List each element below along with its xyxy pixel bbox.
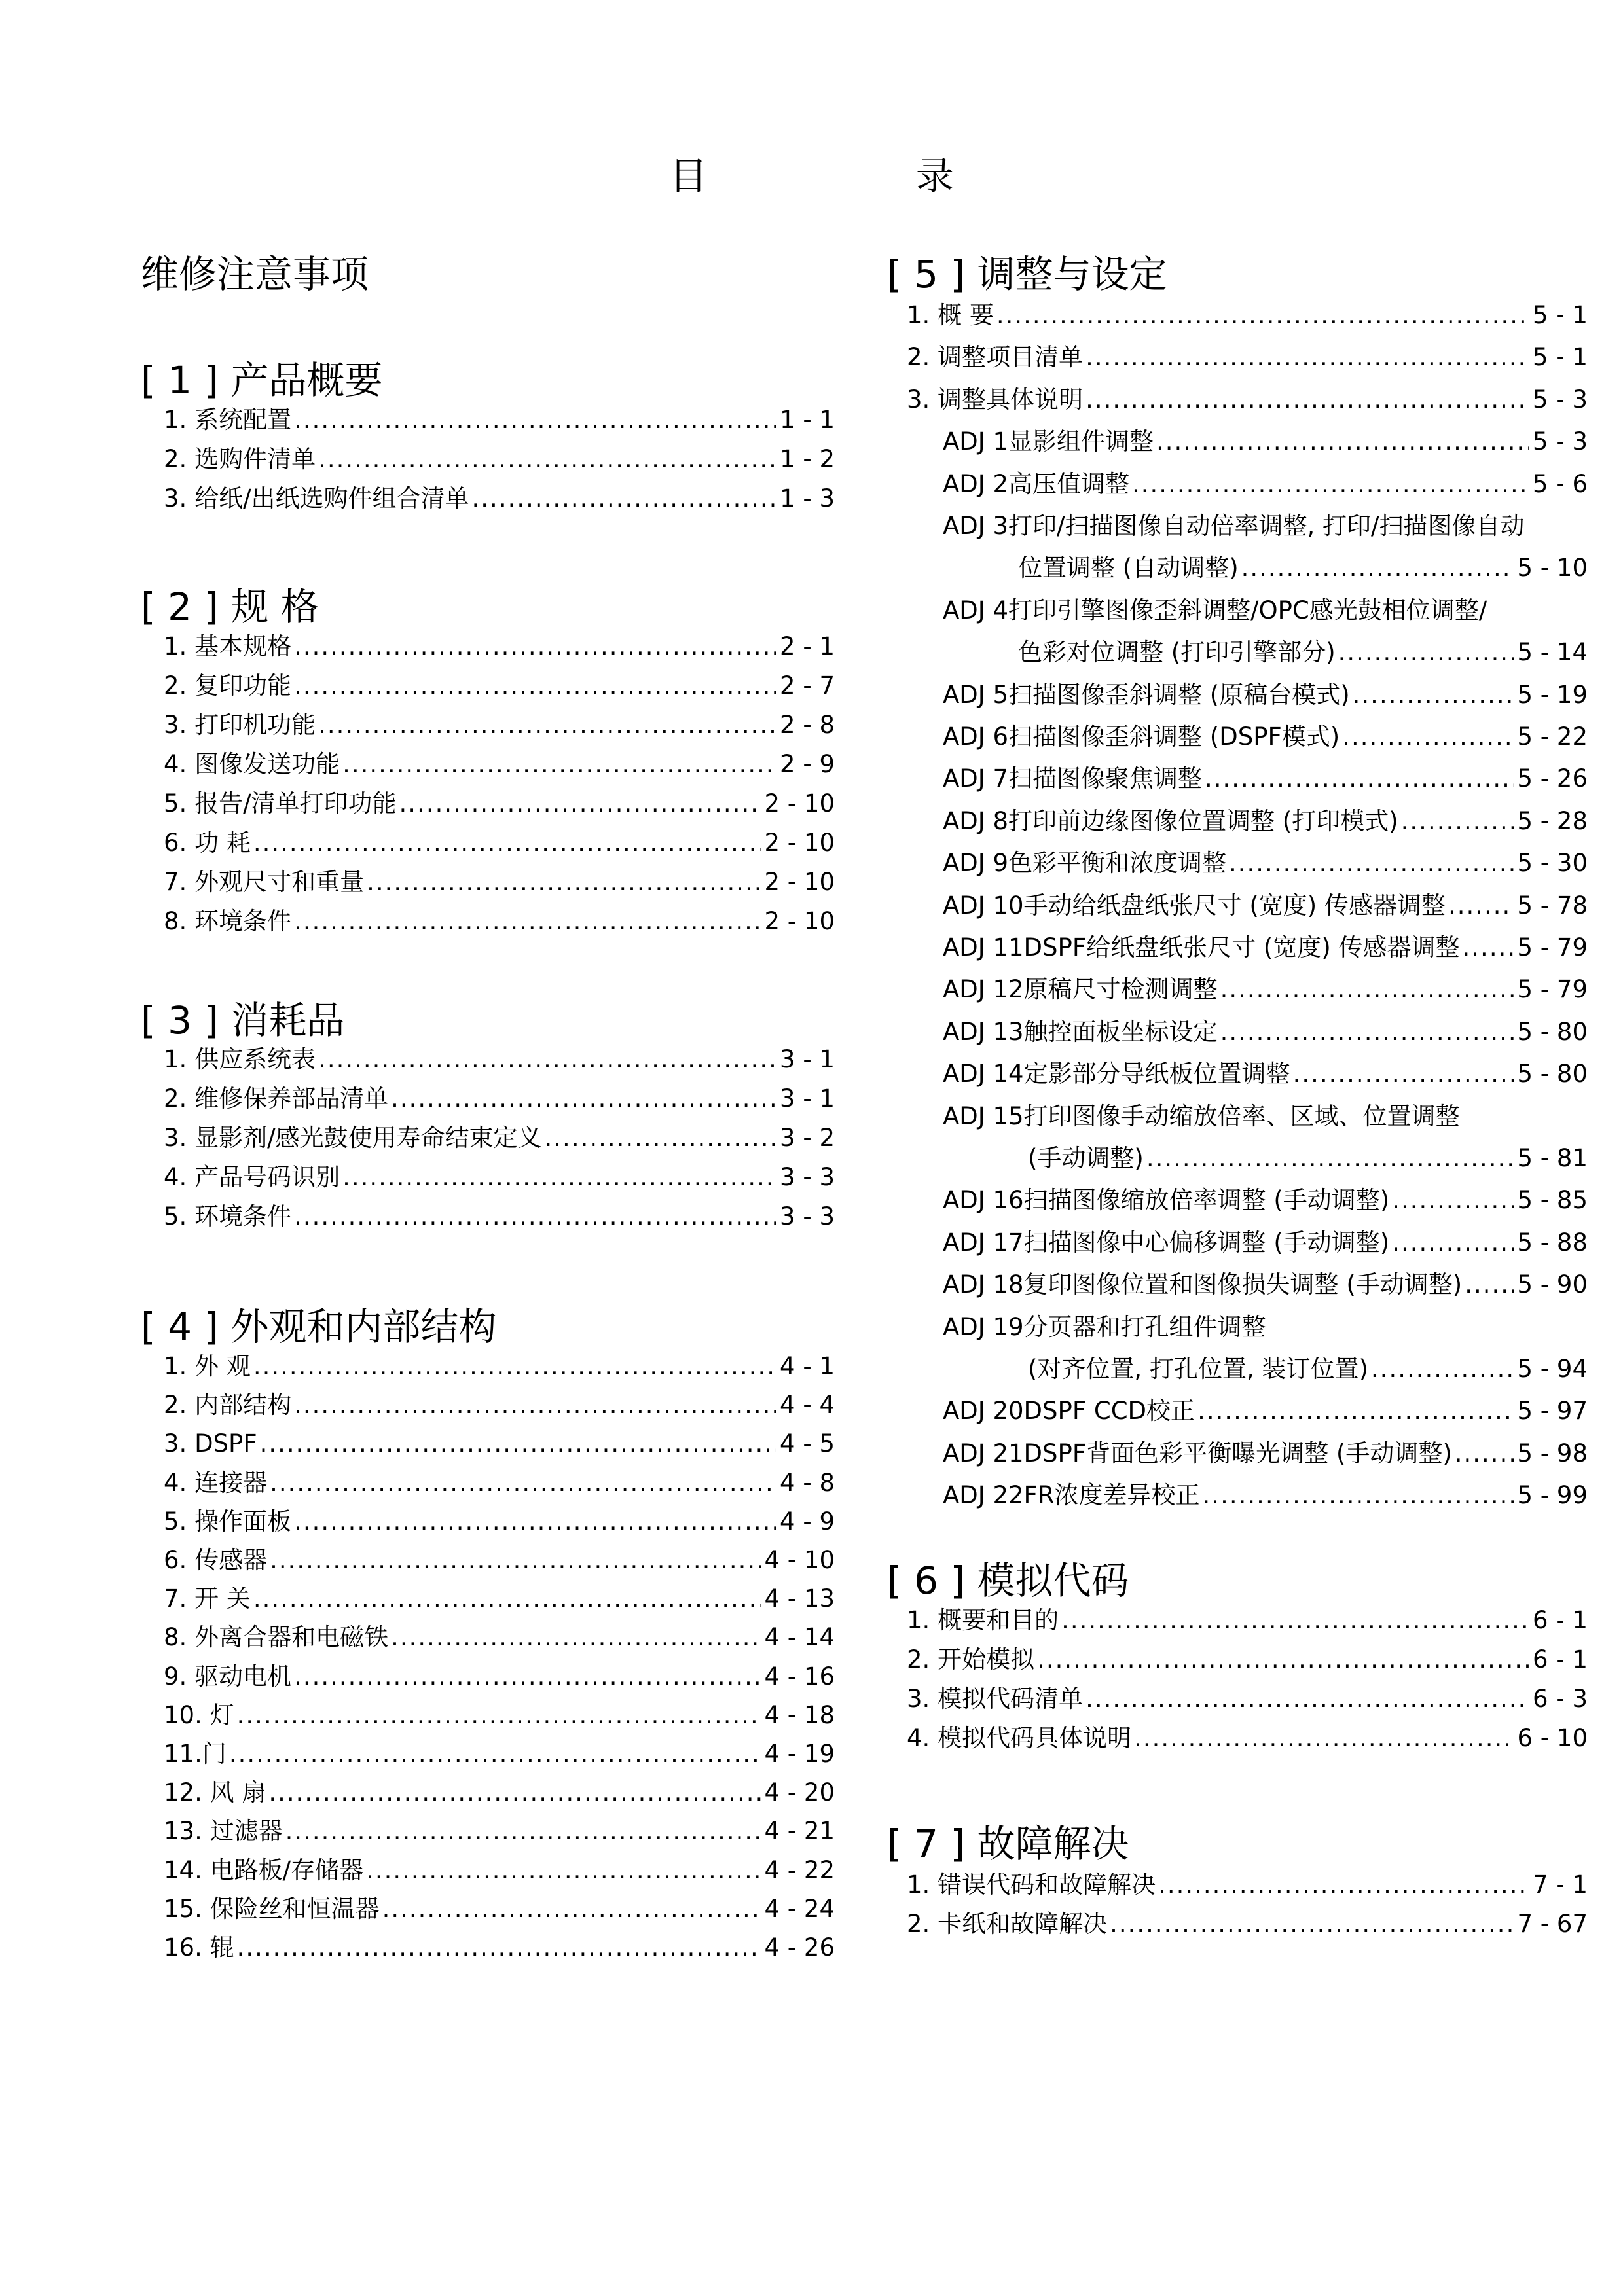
toc-entry-page: 6 - 10: [1517, 1724, 1588, 1752]
toc-entry-page: 4 - 19: [764, 1740, 835, 1768]
toc-entry-label: ADJ 11DSPF给纸盘纸张尺寸 (宽度) 传感器调整: [943, 933, 1460, 961]
toc-entry-label: 8. 环境条件: [164, 907, 292, 935]
dot-leader: [1392, 1229, 1513, 1257]
toc-entry[interactable]: [943, 1018, 1588, 1047]
toc-entry-label: 7. 外观尺寸和重量: [164, 868, 365, 896]
dot-leader: [1085, 1685, 1529, 1713]
dot-leader: [1061, 1606, 1529, 1635]
toc-entry-page: 4 - 1: [780, 1352, 835, 1380]
toc-entry-page: 5 - 78: [1517, 891, 1588, 920]
toc-entry[interactable]: [943, 1229, 1588, 1257]
toc-entry[interactable]: [164, 632, 835, 661]
toc-entry-page: 4 - 21: [764, 1817, 835, 1846]
toc-entry-label: 5. 操作面板: [164, 1507, 292, 1535]
toc-entry-page: 5 - 94: [1517, 1355, 1588, 1383]
toc-entry[interactable]: [164, 711, 835, 740]
toc-entry[interactable]: [943, 1060, 1588, 1088]
toc-entry-page: 5 - 98: [1517, 1439, 1588, 1467]
dot-leader: [1392, 1186, 1513, 1215]
toc-entry-label: 4. 连接器: [164, 1468, 268, 1497]
toc-entry-label: ADJ 10手动给纸盘纸张尺寸 (宽度) 传感器调整: [943, 891, 1446, 920]
toc-entry-label: 1. 概 要: [907, 301, 994, 329]
toc-entry[interactable]: [907, 1685, 1588, 1713]
dot-leader: [270, 1469, 776, 1498]
toc-entry[interactable]: [907, 1645, 1588, 1674]
toc-entry-page: 4 - 9: [780, 1507, 835, 1535]
toc-entry-label: 4. 模拟代码具体说明: [907, 1724, 1132, 1752]
toc-entry[interactable]: [943, 807, 1588, 836]
toc-entry-page: 5 - 30: [1517, 849, 1588, 878]
toc-entry-label: 2. 内部结构: [164, 1391, 292, 1420]
dot-leader: [260, 1429, 776, 1458]
toc-entry[interactable]: [164, 750, 835, 779]
toc-entry[interactable]: [943, 1439, 1588, 1468]
toc-entry-label: 2. 调整项目清单: [907, 343, 1084, 372]
toc-entry[interactable]: [943, 427, 1588, 456]
toc-entry-label: 3. 模拟代码清单: [907, 1685, 1084, 1713]
toc-entry-label: 1. 错误代码和故障解决: [907, 1871, 1156, 1899]
toc-entry-page: 6 - 3: [1533, 1685, 1588, 1713]
dot-leader: [1455, 1439, 1514, 1468]
toc-entry[interactable]: [164, 868, 835, 897]
toc-entry[interactable]: [164, 1701, 835, 1730]
dot-leader: [366, 1856, 760, 1885]
toc-entry-label: 14. 电路板/存储器: [164, 1856, 364, 1884]
toc-entry-page: 6 - 1: [1533, 1606, 1588, 1634]
dot-leader: [399, 789, 761, 818]
toc-entry[interactable]: [164, 1740, 835, 1768]
dot-leader: [1156, 427, 1529, 456]
toc-entry-page: 5 - 6: [1533, 469, 1588, 498]
toc-entry-label: ADJ 4打印引擎图像歪斜调整/OPC感光鼓相位调整/: [943, 596, 1487, 624]
dot-leader: [253, 1352, 776, 1381]
toc-entry[interactable]: [943, 470, 1588, 499]
toc-entry-label: ADJ 18复印图像位置和图像损失调整 (手动调整): [943, 1270, 1463, 1299]
toc-entry-label: 2. 维修保养部品清单: [164, 1085, 389, 1113]
dot-leader: [237, 1933, 761, 1962]
toc-entry-page: 4 - 5: [780, 1429, 835, 1458]
toc-entry-label: 5. 环境条件: [164, 1202, 292, 1230]
toc-entry-label: 3. DSPF: [164, 1429, 257, 1458]
toc-entry-page: 3 - 2: [780, 1124, 835, 1152]
toc-entry-label: ADJ 12原稿尺寸检测调整: [943, 975, 1218, 1004]
toc-entry-page: 4 - 24: [764, 1894, 835, 1923]
dot-leader: [1220, 1018, 1514, 1047]
dot-leader: [1353, 681, 1514, 709]
toc-entry[interactable]: [943, 933, 1588, 962]
toc-entry-label: ADJ 8打印前边缘图像位置调整 (打印模式): [943, 806, 1398, 835]
toc-entry-page: 4 - 16: [764, 1662, 835, 1691]
toc-entry[interactable]: [164, 484, 835, 513]
dot-leader: [1037, 1645, 1529, 1674]
toc-entry-label: 2. 卡纸和故障解决: [907, 1910, 1108, 1938]
toc-entry-page: 2 - 1: [780, 632, 835, 660]
toc-entry-page: 2 - 9: [780, 750, 835, 778]
toc-entry[interactable]: [907, 1910, 1588, 1939]
toc-entry-page: 5 - 79: [1517, 933, 1588, 961]
dot-leader: [268, 1778, 760, 1807]
toc-entry-page: 4 - 8: [780, 1468, 835, 1497]
toc-entry-page: 4 - 18: [764, 1700, 835, 1729]
dot-leader: [1220, 975, 1514, 1004]
dot-leader: [1132, 470, 1529, 499]
toc-entry-label: 3. 打印机功能: [164, 711, 316, 739]
dot-leader: [1293, 1060, 1514, 1088]
toc-entry-page: 2 - 10: [764, 789, 835, 817]
section-heading-6: [ 6 ] 模拟代码: [887, 1558, 1129, 1603]
dot-leader: [237, 1701, 761, 1730]
dot-leader: [1229, 849, 1513, 878]
dot-leader: [294, 1507, 776, 1536]
toc-entry-label: 13. 过滤器: [164, 1817, 283, 1846]
toc-entry-label: ADJ 21DSPF背面色彩平衡曝光调整 (手动调整): [943, 1439, 1452, 1467]
toc-entry[interactable]: [164, 672, 835, 700]
dot-leader: [318, 445, 776, 474]
toc-entry[interactable]: [164, 1352, 835, 1381]
toc-entry[interactable]: [164, 1507, 835, 1536]
page-title: 目 录: [669, 154, 1052, 198]
dot-leader: [253, 1585, 761, 1613]
toc-entry[interactable]: [1018, 638, 1588, 667]
toc-entry-label: 11.门: [164, 1740, 227, 1768]
toc-entry-page: 5 - 79: [1517, 975, 1588, 1004]
dot-leader: [318, 711, 776, 740]
toc-entry-page: 5 - 99: [1517, 1481, 1588, 1510]
dot-leader: [294, 632, 776, 661]
toc-entry[interactable]: [943, 764, 1588, 793]
toc-entry[interactable]: [943, 596, 1487, 625]
toc-entry-page: 2 - 8: [780, 711, 835, 739]
dot-leader: [294, 907, 760, 936]
toc-entry-label: 1. 供应系统表: [164, 1045, 316, 1073]
dot-leader: [472, 484, 776, 513]
dot-leader: [545, 1124, 776, 1153]
toc-entry-label: 5. 报告/清单打印功能: [164, 789, 397, 817]
toc-entry-page: 4 - 4: [780, 1391, 835, 1420]
toc-entry-label: (手动调整): [1028, 1144, 1144, 1172]
toc-entry[interactable]: [164, 1202, 835, 1231]
toc-entry-label: 3. 给纸/出纸选购件组合清单: [164, 484, 469, 512]
toc-entry-page: 7 - 67: [1517, 1910, 1588, 1938]
dot-leader: [1448, 891, 1514, 920]
toc-entry-page: 2 - 7: [780, 672, 835, 700]
toc-entry-label: ADJ 9色彩平衡和浓度调整: [943, 849, 1227, 878]
toc-entry-page: 5 - 28: [1517, 806, 1588, 835]
toc-entry-page: 4 - 20: [764, 1778, 835, 1807]
toc-entry-page: 3 - 3: [780, 1202, 835, 1230]
toc-entry[interactable]: [907, 343, 1588, 372]
dot-leader: [342, 750, 776, 779]
toc-entry[interactable]: [164, 907, 835, 936]
toc-entry-label: 1. 系统配置: [164, 406, 292, 434]
toc-entry[interactable]: [943, 1270, 1588, 1299]
toc-entry[interactable]: [164, 1124, 835, 1153]
toc-entry-label: 6. 传感器: [164, 1546, 268, 1574]
dot-leader: [1463, 933, 1514, 962]
toc-entry[interactable]: [164, 445, 835, 474]
toc-entry[interactable]: [164, 1085, 835, 1113]
toc-entry[interactable]: [164, 1585, 835, 1613]
toc-entry-page: 1 - 1: [780, 406, 835, 434]
dot-leader: [391, 1085, 776, 1113]
dot-leader: [285, 1817, 761, 1846]
toc-entry-label: 7. 开 关: [164, 1585, 251, 1613]
dot-leader: [342, 1163, 776, 1192]
toc-entry[interactable]: [907, 1724, 1588, 1753]
dot-leader: [1085, 343, 1529, 372]
toc-entry-label: 16. 辊: [164, 1933, 234, 1962]
dot-leader: [1203, 1481, 1514, 1510]
toc-entry-page: 5 - 81: [1517, 1144, 1588, 1172]
toc-entry[interactable]: [943, 512, 1524, 541]
dot-leader: [294, 672, 776, 700]
toc-entry-label: ADJ 17扫描图像中心偏移调整 (手动调整): [943, 1228, 1390, 1257]
toc-entry-label: 4. 图像发送功能: [164, 750, 340, 778]
section-heading-1: [ 1 ] 产品概要: [141, 358, 383, 403]
toc-entry-label: ADJ 16扫描图像缩放倍率调整 (手动调整): [943, 1186, 1390, 1215]
toc-entry[interactable]: [907, 386, 1588, 414]
toc-entry-label: 12. 风 扇: [164, 1778, 266, 1807]
toc-entry[interactable]: [164, 1546, 835, 1575]
toc-entry-page: 6 - 1: [1533, 1645, 1588, 1674]
toc-entry-label: 9. 驱动电机: [164, 1662, 292, 1691]
dot-leader: [253, 829, 761, 857]
toc-entry-page: 5 - 85: [1517, 1186, 1588, 1215]
toc-entry[interactable]: [164, 1933, 835, 1962]
toc-entry[interactable]: [1028, 1144, 1588, 1173]
dot-leader: [294, 406, 776, 435]
dot-leader: [1241, 554, 1514, 583]
toc-entry-label: ADJ 6扫描图像歪斜调整 (DSPF模式): [943, 723, 1340, 751]
toc-entry-page: 3 - 1: [780, 1085, 835, 1113]
toc-entry[interactable]: [943, 975, 1588, 1004]
dot-leader: [1110, 1910, 1513, 1939]
toc-entry[interactable]: [943, 681, 1588, 709]
toc-entry[interactable]: [164, 1662, 835, 1691]
toc-entry[interactable]: [943, 723, 1588, 751]
toc-entry[interactable]: [164, 1856, 835, 1885]
toc-entry-label: 1. 基本规格: [164, 632, 292, 660]
toc-entry-page: 3 - 1: [780, 1045, 835, 1073]
toc-entry-label: ADJ 7扫描图像聚焦调整: [943, 764, 1203, 793]
toc-entry-page: 2 - 10: [764, 907, 835, 935]
toc-entry-page: 5 - 90: [1517, 1270, 1588, 1299]
toc-entry-label: ADJ 20DSPF CCD校正: [943, 1397, 1195, 1426]
toc-entry[interactable]: [164, 1163, 835, 1192]
toc-entry-label: 3. 调整具体说明: [907, 385, 1084, 414]
dot-leader: [1197, 1397, 1513, 1426]
toc-entry[interactable]: [943, 1397, 1588, 1426]
toc-entry[interactable]: [943, 1481, 1588, 1510]
toc-entry-page: 5 - 80: [1517, 1017, 1588, 1046]
dot-leader: [1146, 1144, 1514, 1173]
toc-entry[interactable]: [943, 891, 1588, 920]
toc-entry-page: 5 - 1: [1533, 301, 1588, 329]
dot-leader: [367, 868, 760, 897]
toc-entry-page: 1 - 3: [780, 484, 835, 512]
toc-entry-label: 1. 概要和目的: [907, 1606, 1059, 1634]
dot-leader: [1338, 638, 1514, 667]
toc-entry[interactable]: [164, 1045, 835, 1074]
toc-entry-label: 6. 功 耗: [164, 829, 251, 857]
toc-entry-page: 5 - 22: [1517, 723, 1588, 751]
toc-entry[interactable]: [164, 789, 835, 818]
toc-entry[interactable]: [164, 1817, 835, 1846]
toc-entry-page: 5 - 80: [1517, 1060, 1588, 1088]
dot-leader: [318, 1045, 776, 1074]
toc-entry-page: 2 - 10: [764, 868, 835, 896]
dot-leader: [294, 1391, 776, 1420]
toc-entry[interactable]: [164, 1469, 835, 1498]
dot-leader: [1342, 723, 1513, 751]
toc-entry-label: (对齐位置, 打孔位置, 装订位置): [1028, 1355, 1368, 1383]
dot-leader: [294, 1202, 776, 1231]
toc-entry-page: 7 - 1: [1533, 1871, 1588, 1899]
toc-entry-page: 1 - 2: [780, 445, 835, 473]
toc-entry-page: 4 - 14: [764, 1623, 835, 1652]
toc-entry-page: 2 - 10: [764, 829, 835, 857]
toc-entry-label: 3. 显影剂/感光鼓使用寿命结束定义: [164, 1124, 542, 1152]
dot-leader: [1401, 807, 1514, 836]
dot-leader: [1371, 1355, 1514, 1384]
toc-entry-page: 5 - 3: [1533, 427, 1588, 456]
toc-entry-label: 2. 选购件清单: [164, 445, 316, 473]
toc-entry[interactable]: [907, 1606, 1588, 1635]
dot-leader: [270, 1546, 760, 1575]
toc-entry[interactable]: [907, 1871, 1588, 1899]
toc-entry[interactable]: [943, 849, 1588, 878]
toc-entry-page: 4 - 13: [764, 1585, 835, 1613]
toc-entry[interactable]: [943, 1313, 1266, 1342]
toc-entry-page: 4 - 22: [764, 1856, 835, 1884]
toc-entry-label: 1. 外 观: [164, 1352, 251, 1380]
dot-leader: [1465, 1270, 1513, 1299]
toc-entry-label: 10. 灯: [164, 1700, 234, 1729]
toc-entry-label: ADJ 19分页器和打孔组件调整: [943, 1312, 1266, 1341]
section-heading-4: [ 4 ] 外观和内部结构: [141, 1304, 497, 1349]
dot-leader: [391, 1623, 760, 1652]
toc-entry-page: 5 - 19: [1517, 680, 1588, 709]
toc-entry-label: ADJ 3打印/扫描图像自动倍率调整, 打印/扫描图像自动: [943, 512, 1525, 540]
toc-entry-label: 位置调整 (自动调整): [1018, 554, 1239, 583]
toc-entry-page: 5 - 1: [1533, 343, 1588, 372]
toc-entry[interactable]: [164, 829, 835, 857]
section-heading-3: [ 3 ] 消耗品: [141, 998, 345, 1043]
toc-entry-label: 2. 复印功能: [164, 672, 292, 700]
dot-leader: [1205, 764, 1513, 793]
dot-leader: [382, 1895, 761, 1924]
toc-entry[interactable]: [907, 301, 1588, 330]
toc-entry-label: ADJ 14定影部分导纸板位置调整: [943, 1060, 1290, 1088]
toc-entry-page: 5 - 97: [1517, 1397, 1588, 1426]
toc-entry-page: 5 - 14: [1517, 638, 1588, 667]
dot-leader: [1085, 386, 1529, 414]
toc-entry[interactable]: [164, 1623, 835, 1652]
toc-entry[interactable]: [1028, 1355, 1588, 1384]
section-heading-notes: 维修注意事项: [141, 252, 369, 296]
toc-entry-page: 5 - 10: [1517, 554, 1588, 583]
toc-entry-label: 色彩对位调整 (打印引擎部分): [1018, 638, 1336, 667]
toc-entry[interactable]: [943, 1102, 1460, 1131]
toc-entry-label: ADJ 1显影组件调整: [943, 427, 1154, 456]
dot-leader: [229, 1740, 761, 1768]
toc-entry-label: ADJ 2高压值调整: [943, 469, 1130, 498]
toc-entry[interactable]: [1018, 554, 1588, 583]
toc-entry-page: 5 - 26: [1517, 764, 1588, 793]
toc-entry[interactable]: [943, 1186, 1588, 1215]
section-heading-7: [ 7 ] 故障解决: [887, 1821, 1129, 1866]
toc-entry-page: 4 - 10: [764, 1546, 835, 1574]
toc-entry-label: 8. 外离合器和电磁铁: [164, 1623, 389, 1652]
toc-entry-label: 2. 开始模拟: [907, 1645, 1035, 1674]
toc-entry-label: 15. 保险丝和恒温器: [164, 1894, 380, 1923]
toc-entry[interactable]: [164, 1778, 835, 1807]
toc-entry-page: 5 - 88: [1517, 1228, 1588, 1257]
toc-entry[interactable]: [164, 1391, 835, 1420]
toc-entry-label: ADJ 13触控面板坐标设定: [943, 1017, 1218, 1046]
toc-entry-label: ADJ 22FR浓度差异校正: [943, 1481, 1200, 1510]
toc-entry-page: 3 - 3: [780, 1163, 835, 1191]
toc-entry-label: ADJ 15打印图像手动缩放倍率、区域、位置调整: [943, 1102, 1460, 1130]
toc-entry-page: 4 - 26: [764, 1933, 835, 1962]
dot-leader: [294, 1662, 760, 1691]
toc-entry[interactable]: [164, 406, 835, 435]
section-heading-5: [ 5 ] 调整与设定: [887, 252, 1167, 296]
dot-leader: [996, 301, 1529, 330]
toc-entry[interactable]: [164, 1895, 835, 1924]
dot-leader: [1158, 1871, 1529, 1899]
toc-entry-label: 4. 产品号码识别: [164, 1163, 340, 1191]
toc-entry[interactable]: [164, 1429, 835, 1458]
toc-entry-label: ADJ 5扫描图像歪斜调整 (原稿台模式): [943, 680, 1350, 709]
toc-entry-page: 5 - 3: [1533, 385, 1588, 414]
section-heading-2: [ 2 ] 规 格: [141, 584, 319, 629]
dot-leader: [1134, 1724, 1513, 1753]
